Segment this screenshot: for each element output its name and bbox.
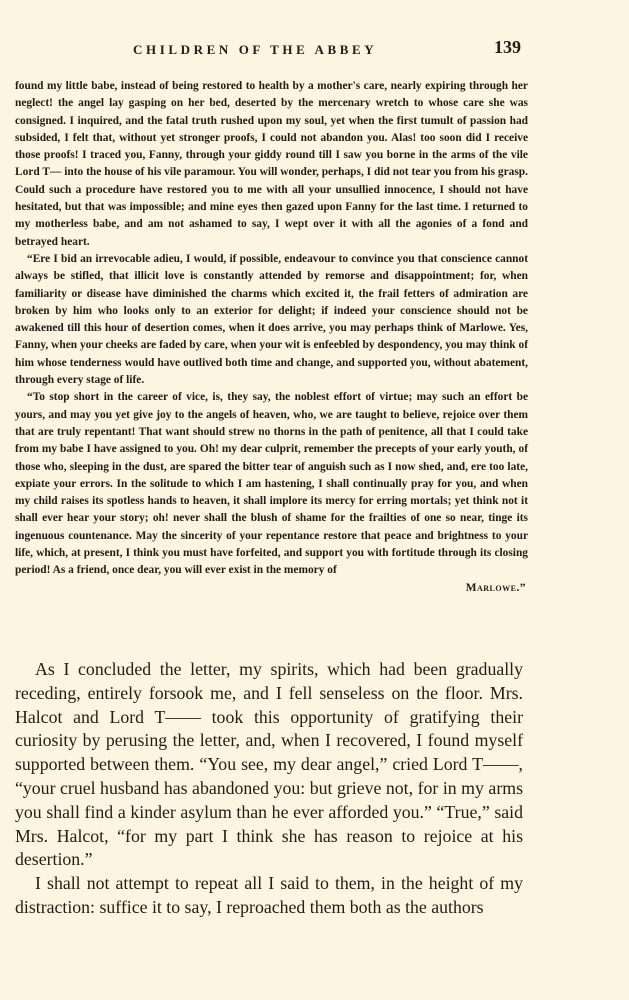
letter-paragraph: “Ere I bid an irrevocable adieu, I would, if possible, endeavour to convince you that conscience cannot always be stifled, that illicit love is constantly attended by remorse and disappointment; for, when familiarity or disease have diminished the charms which excited it, the frail fetters of admiration are broken by him who looks only to an exterior for delight; if indeed your conscience should not be awakened till this hour of desertion comes, when it does arrive, you may perhaps think of Marlowe. Yes, Fanny, when your cheeks are faded by care, when your wit is enfeebled by despondency, you may think of him whose tenderness would have outlived both time and change, and supported you, without abatement, through every stage of life. (15, 252, 528, 387)
running-title: CHILDREN OF THE ABBEY (133, 42, 378, 57)
letter-signature: Marlowe.” (465, 581, 526, 594)
page-number: 139 (494, 37, 521, 57)
page-header (0, 36, 629, 60)
body-text (15, 658, 523, 920)
letter-paragraph: “To stop short in the career of vice, is, they say, the noblest effort of virtue; may such an effort be yours, and may you yet give joy to the angels of heaven, who, we are taught to believe, rejoice over them that are truly repentant! That want should strew no thorns in the path of penitence, all that I could take from my babe I have assigned to you. Oh! my dear culprit, remember the precepts of your early youth, of those who, sleeping in the dust, are spared the bitter tear of anguish such as I now shed, and, ere too late, expiate your errors. In the solitude to which I am hastening, I shall continually pray for you, and when my child raises its spotless hands to heaven, it shall implore its mercy for erring mortals; yet think not it shall ever hear your story; oh! never shall the blush of shame for the frailties of one so near, tinge its ingenuous countenance. May the sincerity of your repentance restore that peace and brightness to your life, which, at present, I think you must have forfeited, and support you with fortitude through its closing period! As a friend, once dear, you will ever exist in the memory of (15, 391, 528, 577)
body-paragraph: I shall not attempt to repeat all I said to them, in the height of my distraction: suffice it to say, I reproached them both as the authors (15, 873, 523, 917)
letter-paragraph: found my little babe, instead of being restored to health by a mother's care, nearly expiring through her neglect! the angel lay gasping on her bed, deserted by the mercenary wretch to whose care she was consigned. I inquired, and the fatal truth rushed upon my soul, yet when the first tumult of passion had subsided, I felt that, without yet stronger proofs, I could not abandon you. Alas! too soon did I receive those proofs! I traced you, Fanny, through your giddy round till I saw you borne in the arms of the vile Lord T— into the house of his vile paramour. You will wonder, perhaps, I did not tear you from his grasp. Could such a procedure have restored you to me with all your unsullied innocence, I should not have hesitated, but that was impossible; and mine eyes then gazed upon Fanny for the last time. I returned to my motherless babe, and am not ashamed to say, I wept over it with all the agonies of a fond and betrayed heart. (15, 80, 528, 248)
body-paragraph: As I concluded the letter, my spirits, which had been gradually receding, entirely forsook me, and I fell senseless on the floor. Mrs. Halcot and Lord T—— took this opportunity of gratifying their curiosity by perusing the letter, and, when I recovered, I found myself supported between them. “You see, my dear angel,” cried Lord T——, “your cruel husband has abandoned you: but grieve not, for in my arms you shall find a kinder asylum than he ever afforded you.” “True,” said Mrs. Halcot, “for my part I think she has reason to rejoice at his desertion.” (15, 659, 523, 870)
quoted-letter (15, 78, 528, 597)
